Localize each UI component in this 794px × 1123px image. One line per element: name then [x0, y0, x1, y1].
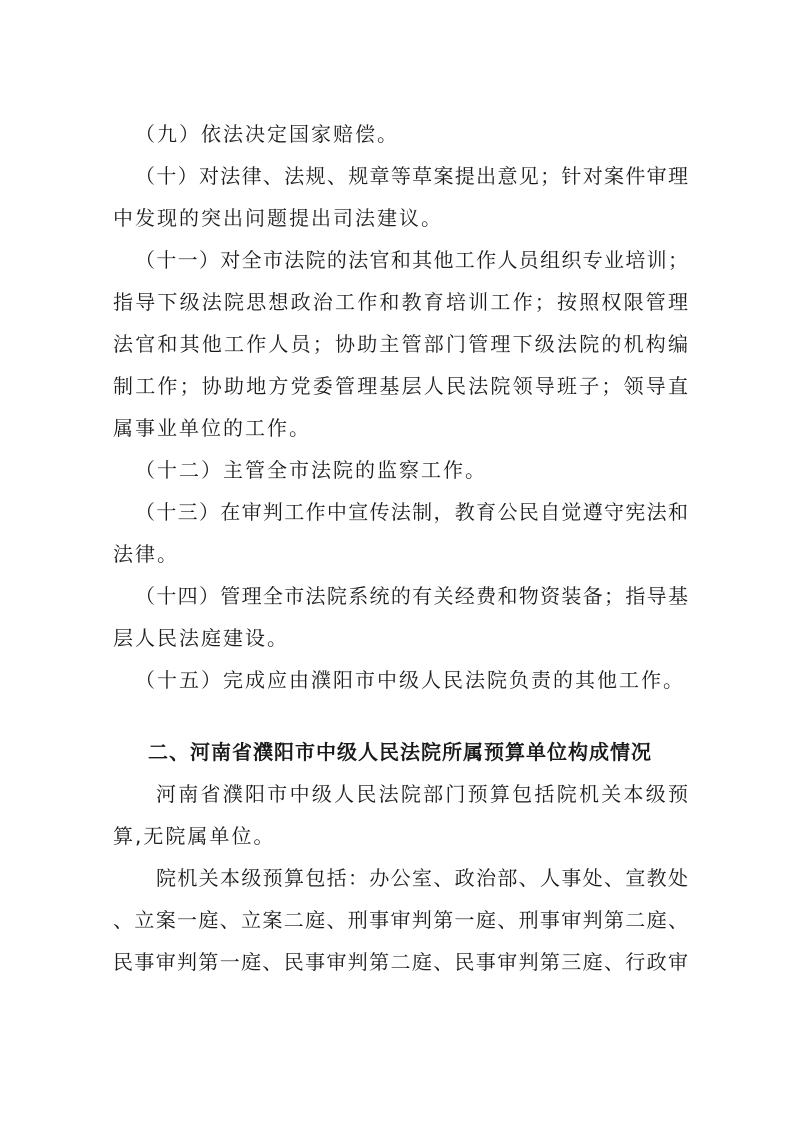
duty-item-10-line-2: 中发现的突出问题提出司法建议。 [113, 206, 443, 230]
duty-item-14-line-1: （十四）管理全市法院系统的有关经费和物资装备；指导基 [135, 584, 688, 608]
duty-item-10-line-1: （十）对法律、法规、规章等草案提出意见；针对案件审理 [135, 164, 688, 188]
section-paragraph-2-line-2: 、立案一庭、立案二庭、刑事审判第一庭、刑事审判第二庭、 [113, 908, 688, 932]
duty-item-14-line-2: 层人民法庭建设。 [113, 626, 289, 650]
section-heading: 二、河南省濮阳市中级人民法院所属预算单位构成情况 [148, 740, 652, 764]
duty-item-11-line-5: 属事业单位的工作。 [113, 416, 311, 440]
section-paragraph-1-line-1: 河南省濮阳市中级人民法院部门预算包括院机关本级预 [156, 782, 688, 806]
duty-item-13-line-1: （十三）在审判工作中宣传法制，教育公民自觉遵守宪法和 [135, 500, 688, 524]
duty-item-11-line-4: 制工作；协助地方党委管理基层人民法院领导班子；领导直 [113, 374, 688, 398]
section-paragraph-1-line-2: 算,无院属单位。 [113, 824, 276, 848]
duty-item-13-line-2: 法律。 [113, 542, 179, 566]
duty-item-11-line-1: （十一）对全市法院的法官和其他工作人员组织专业培训； [135, 248, 688, 272]
duty-item-11-line-2: 指导下级法院思想政治工作和教育培训工作；按照权限管理 [113, 290, 688, 314]
duty-item-9: （九）依法决定国家赔偿。 [135, 122, 399, 146]
duty-item-12: （十二）主管全市法院的监察工作。 [135, 458, 487, 482]
section-paragraph-2-line-1: 院机关本级预算包括：办公室、政治部、人事处、宣教处 [156, 866, 688, 890]
section-paragraph-2-line-3: 民事审判第一庭、民事审判第二庭、民事审判第三庭、行政审 [113, 950, 688, 974]
duty-item-15: （十五）完成应由濮阳市中级人民法院负责的其他工作。 [135, 668, 685, 692]
duty-item-11-line-3: 法官和其他工作人员；协助主管部门管理下级法院的机构编 [113, 332, 688, 356]
